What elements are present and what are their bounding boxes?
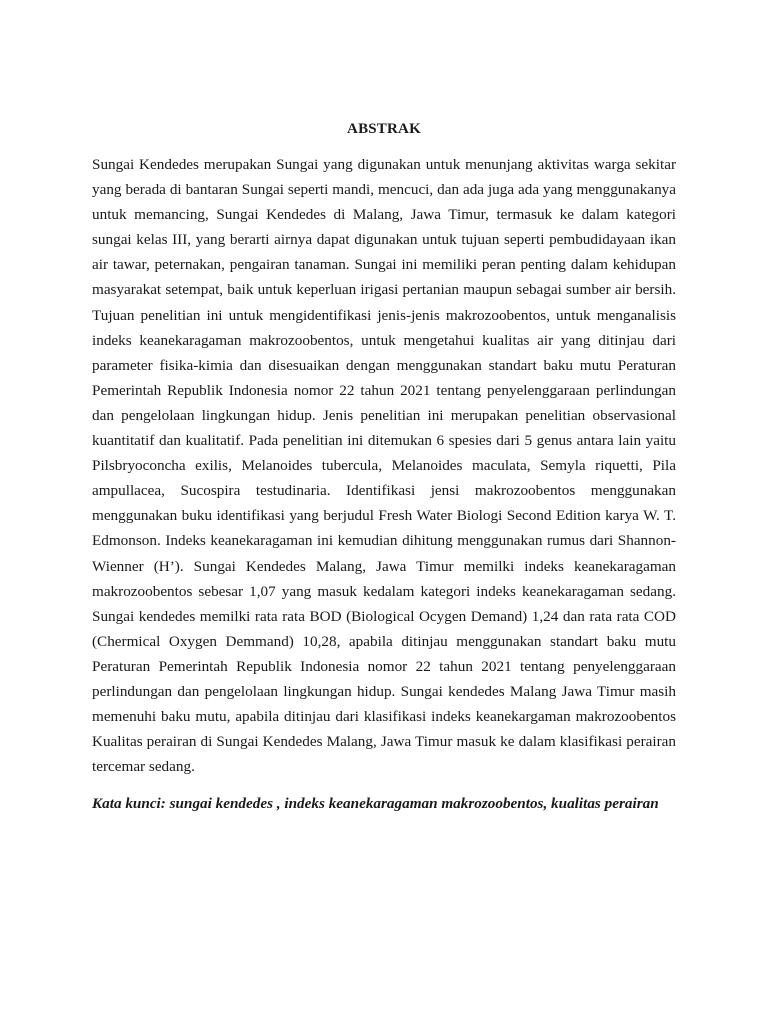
keywords-line: Kata kunci: sungai kendedes , indeks keanekaragaman makrozoobentos, kualitas perairan xyxy=(92,795,659,812)
abstract-title: ABSTRAK xyxy=(347,121,421,137)
abstract-body: Sungai Kendedes merupakan Sungai yang digunakan untuk menunjang aktivitas warga sekitar yang berada di bantaran Sungai seperti mandi, mencuci, dan ada juga ada yang menggunakanya untuk memancing, Sungai Kendedes di Malang, Jawa Timur, termasuk ke dalam kategori sungai kelas III, yang berarti airnya dapat digunakan untuk tujuan seperti pembudidayaan ikan air tawar, peternakan, pengairan tanaman. Sungai ini memiliki peran penting dalam kehidupan masyarakat setempat, baik untuk keperluan irigasi pertanian maupun sebagai sumber air bersih. Tujuan penelitian ini untuk mengidentifikasi jenis-jenis makrozoobentos, untuk menganalisis indeks keanekaragaman makrozoobentos, untuk mengetahui kualitas air yang ditinjau dari parameter fisika-kimia dan disesuaikan dengan menggunakan standart baku mutu Peraturan Pemerintah Republik Indonesia nomor 22 tahun 2021 tentang penyelenggaraan perlindungan dan pengelolaan lingkungan hidup. Jenis penelitian ini merupakan penelitian observasional kuantitatif dan kualitatif. Pada penelitian ini ditemukan 6 spesies dari 5 genus antara lain yaitu Pilsbryoconcha exilis, Melanoides tubercula, Melanoides maculata, Semyla riquetti, Pila ampullacea, Sucospira testudinaria. Identifikasi jensi makrozoobentos menggunakan menggunakan buku identifikasi yang berjudul Fresh Water Biologi Second Edition karya W. T. Edmonson. Indeks keanekaragaman ini kemudian dihitung menggunakan rumus dari Shannon-Wienner (H’). Sungai Kendedes Malang, Jawa Timur memilki indeks keanekaragaman makrozoobentos sebesar 1,07 yang masuk kedalam kategori indeks keanekaragaman sedang. Sungai kendedes memilki rata rata BOD (Biological Ocygen Demand) 1,24 dan rata rata COD (Chermical Oxygen Demmand) 10,28, apabila ditinjau menggunakan standart baku mutu Peraturan Pemerintah Republik Indonesia nomor 22 tahun 2021 tentang penyelenggaraan perlindungan dan pengelolaan lingkungan hidup. Sungai kendedes Malang Jawa Timur masih memenuhi baku mutu, apabila ditinjau dari klasifikasi indeks keanekargaman makrozoobentos Kualitas perairan di Sungai Kendedes Malang, Jawa Timur masuk ke dalam klasifikasi perairan tercemar sedang. xyxy=(92,156,676,776)
